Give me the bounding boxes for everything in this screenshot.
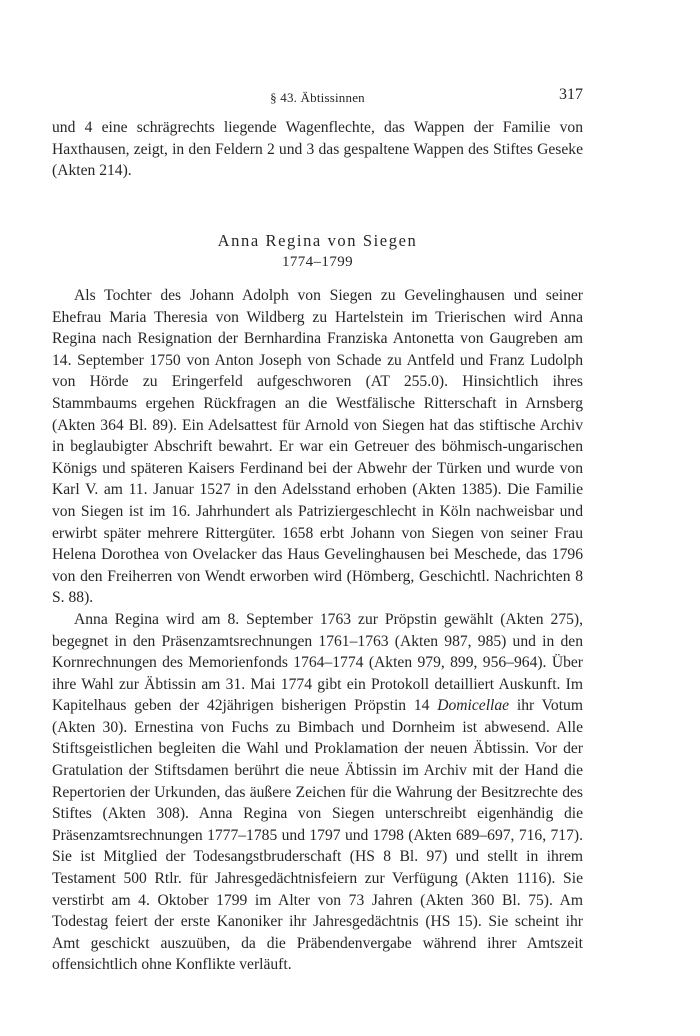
page-header <box>52 86 583 108</box>
paragraph-1: Als Tochter des Johann Adolph von Siegen zu Gevelinghausen und seiner Ehefrau Maria Theresia von Wildberg zu Hartelstein im Trierischen wird Anna Regina nach Resignation der Bernhardina Franziska Antonetta von Gaugreben am 14. September 1750 von Anton Joseph von Schade zu Antfeld und Franz Ludolph von Hörde zu Eringerfeld aufgeschworen (AT 255.0). Hinsichtlich ihres Stammbaums ergehen Rückfragen an die Westfälische Ritterschaft in Arnsberg (Akten 364 Bl. 89). Ein Adelsattest für Arnold von Siegen hat das stiftische Archiv in beglaubigter Abschrift bewahrt. Er war ein Getreuer des böhmisch-ungarischen Königs und späteren Kaisers Ferdinand bei der Abwehr der Türken und wurde von Karl V. am 11. Januar 1527 in den Adelsstand erhoben (Akten 1385). Die Familie von Siegen ist im 16. Jahrhundert als Patriziergeschlecht in Köln nachweisbar und erwirbt später mehrere Rittergüter. 1658 erbt Johann von Siegen von seiner Frau Helena Dorothea von Ovelacker das Haus Gevelinghausen bei Meschede, das 1796 von den Freiherren von Wendt erworben wird (Hömberg, Geschichtl. Nachrichten 8 S. 88). <box>52 287 583 607</box>
paragraph-2-italic-term: Domicellae <box>437 697 510 715</box>
page-number: 317 <box>559 86 583 103</box>
main-text <box>52 285 583 976</box>
section-years: 1774–1799 <box>281 254 354 270</box>
intro-paragraph-block <box>52 117 583 182</box>
paragraph-2-text-a: Anna Regina wird am 8. September 1763 zur Pröpstin gewählt (Akten 275), begegnet in den Präsenzamtsrechnungen 1761–1763 (Akten 987, 985) und in den Kornrechnungen des Memorienfonds 1764–1774 (Akten 979, 899, 956–964). Über ihre Wahl zur Äbtissin am 31. Mai 1774 gibt ein Protokoll detailliert Auskunft. Im Kapitelhaus geben der 42jährigen bisherigen Pröpstin 14 <box>52 610 583 715</box>
section-title: Anna Regina von Siegen <box>217 231 418 250</box>
paragraph-2-text-b: ihr Votum (Akten 30). Ernestina von Fuchs zu Bimbach und Dornheim ist abwesend. Alle Stiftsgeistlichen begleiten die Wahl und Proklamation der neuen Äbtissin. Vor der Gratulation der Stiftsdamen berührt die neue Äbtissin im Archiv mit der Hand die Repertorien der Urkunden, das äußere Zeichen für die Wahrung der Besitzrechte des Stiftes (Akten 308). Anna Regina von Siegen unterschreibt eigenhändig die Präsenzamtsrechnungen 1777–1785 und 1797 und 1798 (Akten 689–697, 716, 717). Sie ist Mitglied der Todesangstbruderschaft (HS 8 Bl. 97) und stellt in ihrem Testament 500 Rtlr. für Jahresgedächtnisfeiern zur Verfügung (Akten 1116). Sie verstirbt am 4. Oktober 1799 im Alter von 73 Jahren (Akten 360 Bl. 75). Am Todestag feiert der erste Kanoniker ihr Jahresgedächtnis (HS 15). Sie scheint ihr Amt geschickt auszuüben, da die Präbendenvergabe während ihrer Amtszeit offensichtlich ohne Konflikte verläuft. <box>52 697 583 974</box>
intro-paragraph: und 4 eine schrägrechts liegende Wagenflechte, das Wappen der Familie von Haxthausen, zeigt, in den Feldern 2 und 3 das gespaltene Wappen des Stiftes Geseke (Akten 214). <box>52 119 583 180</box>
paragraph-2 <box>52 609 583 976</box>
running-title: § 43. Äbtissinnen <box>270 90 365 105</box>
